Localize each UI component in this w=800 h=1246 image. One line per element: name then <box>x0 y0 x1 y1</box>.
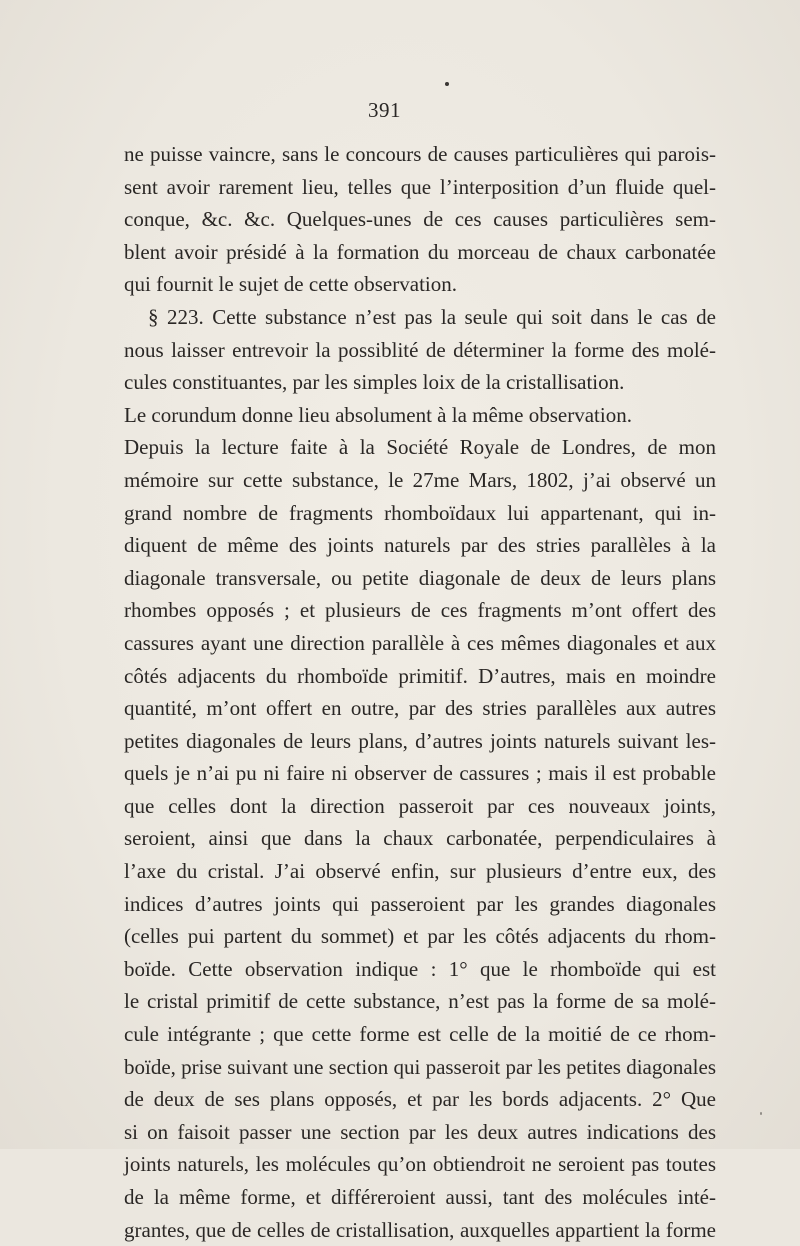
text-line: conque, &c. &c. Quelques-unes de ces causes particulières sem- <box>124 207 716 232</box>
text-line: grand nombre de fragments rhomboïdaux lui appartenant, qui in- <box>124 500 716 525</box>
text-line: quantité, m’ont offert en outre, par des stries parallèles aux autres <box>124 696 716 721</box>
text-line: indices d’autres joints qui passeroient par les grandes diagonales <box>124 891 716 916</box>
text-line: que celles dont la direction passeroit par ces nouveaux joints, <box>124 793 716 818</box>
text-line: nous laisser entrevoir la possiblité de déterminer la forme des molé- <box>124 337 716 362</box>
text-line: quels je n’ai pu ni faire ni observer de cassures ; mais il est probable <box>124 761 716 786</box>
page-number: 391 <box>368 98 401 122</box>
text-line: grantes, que de celles de cristallisation, auxquelles appartient la forme <box>124 1217 716 1242</box>
text-line: l’axe du cristal. J’ai observé enfin, sur plusieurs d’entre eux, des <box>124 859 716 884</box>
text-line: diagonale transversale, ou petite diagonale de deux de leurs plans <box>124 565 716 590</box>
text-line: ne puisse vaincre, sans le concours de causes particulières qui parois- <box>124 142 716 166</box>
text-line: rhombes opposés ; et plusieurs de ces fragments m’ont offert des <box>124 598 716 623</box>
text-line: si on faisoit passer une section par les deux autres indications des <box>124 1119 716 1144</box>
text-line: côtés adjacents du rhomboïde primitif. D’autres, mais en moindre <box>124 663 716 688</box>
text-line: joints naturels, les molécules qu’on obtiendroit ne seroient pas toutes <box>124 1152 716 1177</box>
text-line: boïde, prise suivant une section qui passeroit par les petites diagonales <box>124 1054 716 1079</box>
text-line: (celles pui partent du sommet) et par les côtés adjacents du rhom- <box>124 924 716 949</box>
text-line: blent avoir présidé à la formation du morceau de chaux carbonatée <box>124 239 716 264</box>
text-line: le cristal primitif de cette substance, n’est pas la forme de sa molé- <box>124 989 716 1014</box>
text-line: cule intégrante ; que cette forme est celle de la moitié de ce rhom- <box>124 1022 716 1047</box>
text-line: cassures ayant une direction parallèle à ces mêmes diagonales et aux <box>124 630 716 655</box>
text-line: § 223. Cette substance n’est pas la seule qui soit dans le cas de <box>148 304 716 329</box>
text-line: de deux de ses plans opposés, et par les bords adjacents. 2° Que <box>124 1087 716 1112</box>
text-line: qui fournit le sujet de cette observation. <box>124 272 457 297</box>
text-line: mémoire sur cette substance, le 27me Mars, 1802, j’ai observé un <box>124 467 716 492</box>
ink-speck <box>760 1112 762 1115</box>
text-line: seroient, ainsi que dans la chaux carbonatée, perpendiculaires à <box>124 826 716 851</box>
text-line: diquent de même des joints naturels par des stries parallèles à la <box>124 533 716 558</box>
text-line: de la même forme, et différeroient aussi, tant des molécules inté- <box>124 1185 716 1209</box>
text-line: petites diagonales de leurs plans, d’autres joints naturels suivant les- <box>124 728 716 753</box>
text-line: Depuis la lecture faite à la Société Royale de Londres, de mon <box>124 435 716 460</box>
text-line: Le corundum donne lieu absolument à la même observation. <box>124 402 632 427</box>
text-line: sent avoir rarement lieu, telles que l’interposition d’un fluide quel- <box>124 174 716 199</box>
body-text <box>124 138 716 1246</box>
text-line: boïde. Cette observation indique : 1° que le rhomboïde qui est <box>124 956 716 981</box>
ink-speck <box>445 82 449 86</box>
text-line: cules constituantes, par les simples loix de la cristallisation. <box>124 370 625 395</box>
